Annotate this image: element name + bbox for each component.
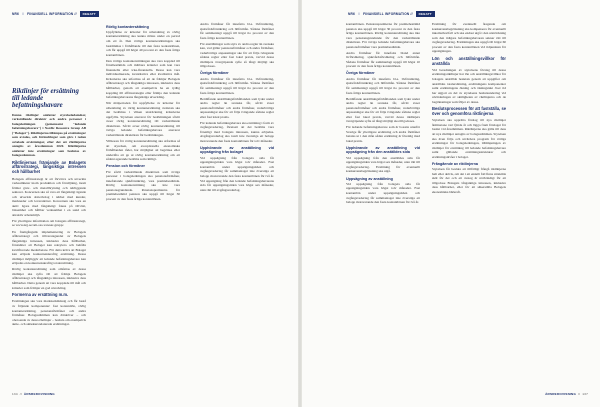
separator: // [21, 12, 25, 16]
article-title: Riktlinjer för ersättning till ledande befattningshavare [12, 88, 79, 110]
section-heading: Uppsägning av anställning [346, 176, 393, 181]
publication-name: ÅRSREDOVISNING [23, 392, 55, 396]
paragraph: Styrelsen ska upprätta förslag till nya riktlinjer åtminstone vart fjärde år och lägga fram förslaget för beslut vid årsstämman. Riktlinjerna ska gälla till dess att nya riktlinjer antagits av bolagsstämman. Styrelsen ska även följa och utvärdera program för rörliga ersättningar för bolagsledningen, tillämpningen av riktlinjer för ersättning till ledande befattningshavare samt gällande ersättningsstrukturer och ersättningsnivåer i bolaget. [432, 118, 506, 159]
section-name: FINANSIELL INFORMATION // [363, 12, 413, 16]
section-heading: Rörlig kontantersättning [106, 24, 149, 29]
page-number: 137 [582, 392, 588, 396]
section-name: FINANSIELL INFORMATION // [27, 12, 77, 16]
publication-name: ÅRSREDOVISNING [545, 392, 577, 396]
left-page [0, 0, 298, 407]
paragraph: Ersättning för eventuellt åtagande om konkurrensbegränsning ska kompensera för eventuellt inkomstbortfall och ska endast utgå i den utsträckning som den tidigare befattningshavaren saknar rätt till avgångsvederlag. Ersättningen ska uppgå till högst 60 procent av den fasta kontantlönen vid tidpunkten för uppsägningen. [432, 22, 506, 54]
section-heading: Övriga förmåner [346, 71, 375, 76]
paragraph: För ledande befattningshavare som är bosatta utanför Sverige får ytterligare ersättning och andra förmåner betalas ut i den mån sådan ersättning är förenlig med lokal praxis. [346, 125, 420, 143]
paragraph: Rörlig kontantersättning som omfattas av dessa riktlinjer ska syfta till att främja Bolagets affärsstrategi och långsiktiga intressen, inklusive dess hållbarhet. Detta genom att vara kopplade till mål och kriterier som främjar en god utveckling. [12, 267, 86, 290]
paragraph: En framgångsrik implementering av Bolagets affärsstrategi och tillvaratagandet av Bolagets långsiktiga intressen, inklusive dess hållbarhet, förutsätter att Bolaget kan rekrytera och behålla kvalificerade medarbetare. För detta krävs att Bolaget kan erbjuda konkurrenskraftig ersättning. Dessa riktlinjer möjliggör att ledande befattningshavare kan erbjudas en konkurrenskraftig totalersättning. [12, 229, 86, 266]
paragraph: Beträffande anställningsförhållanden som lyder under andra regler än svenska får, såvitt avser pensionsförmåner och andra förmåner, vederbörliga anpassningar ske för att följa tvingande sådana regler eller fast lokal praxis, varvid dessa riktlinjers övergripande syfte så långt möjligt ska tillgodoses. [346, 96, 420, 124]
paragraph: Vid uppsägning från bolagets sida får uppsägningstiden vara högst tolv månader. Fast kontantlön under uppsägningstiden och avgångsvederlag får sammantaget inte överstiga ett belopp motsvarande den fasta kontantlönen för två år. [346, 181, 420, 205]
paragraph: Vid uppsägning från den anställdes sida får uppsägningstiden vara högst sex månader, utan rätt till avgångsvederlag. Ersättning för eventuellt konkurrensbegränsning ska utgå. [346, 155, 420, 174]
section-heading: Upphörande av anställning vid uppsägning från bolaget [200, 146, 274, 155]
section-badge: DEBATT [80, 11, 99, 17]
paragraph: Beträffande anställningsförhållanden som lyder under andra regler än svenska får, såvitt avser pensionsförmåner och andra förmåner, vederbörliga anpassningar ske för att följa tvingande sådana regler eller fast lokal praxis. [200, 96, 274, 119]
section-heading: Riktlinjernas främjande av Bolagets affärsstrategi, långsiktiga intressen och hållbarhet [12, 159, 86, 175]
paragraph: Bolagets affärsstrategi är att förvärva och utveckla verksamheter inom produktion och försäljning, inom främst gruv- och metallbrytning och närliggande sektorer. Koncernen ska så vara ett långsiktigt ägande och utveckla dotterbolag i närhet med kunder, marknader och leverantörer. Koncernen ska vara en aktiv ägare med långsiktigt fokus på tillväxt, lönsamhet och hållbar verksamhet i en sund och attraktiv arbetsmiljö. [12, 176, 86, 217]
page-footer [12, 392, 55, 396]
issue-number: NR6 [348, 12, 355, 16]
separator: // [19, 392, 22, 396]
issue-number: NR6 [12, 12, 19, 16]
paragraph: För ytterligare information om bolagets affärsstrategi, se www.nrg.se/om-oss-varesar-grupp/. [12, 218, 86, 228]
separator: // [578, 392, 581, 396]
right-page [302, 0, 600, 407]
paragraph: Andra förmåner får innefatta bl.a. livförsäkring, sjukvårdsförsäkring och bilförmån. Sådana förmåner får sammanlagt uppgå till högst tio procent av den fasta årliga kontantlönen. [346, 76, 420, 95]
paragraph: Styrelsen får besluta att tillfälligt frångå riktlinjerna helt eller delvis, om det i ett enskilt fall finns särskilda skäl för det och ett avsteg är nödvändigt för att tillgodose Bolagets långsiktiga intressen, inklusive dess hållbarhet, eller för att säkerställa Bolagets ekonomiska bärkraft. [432, 167, 506, 194]
paragraph: Vid beredningen av styrelsens förslag till dessa ersättningsriktlinjer har lön och anställningsvillkor för bolagets anställda beaktats genom att uppgifter om anställdas totalersättning, ersättningens komponenter samt ersättningens ökning och ökningstakt över tid har utgjort en del av styrelsens beslutsunderlag vid utvärderingen av skäligheten av riktlinjerna och de begränsningar som följer av dessa. [432, 67, 506, 104]
section-heading: Beslutsprocessen för att fastställa, se över och genomföra riktlinjerna [432, 106, 506, 117]
paragraph: Ersättningen ska vara marknadsmässig och får bestå av följande komponenter: fast kontantlön, rörlig kontantersättning, pensionsförmåner och andra förmåner. Bolagsstämman kan därutöver – och oberoende av dessa riktlinjer – besluta om exempelvis aktie- och aktiekursrelaterade ersättningar. [12, 299, 86, 327]
paragraph: Den rörliga kontantersättningen ska vara kopplad till förutbestämda och mätbara kriterier som kan vara finansiella eller icke-finansiella. Dessa kan vara individualiserade, kvantitativa eller kvalitativa mål. Kriterierna ska utformas så att de främjar Bolagets affärsstrategi och långsiktiga intressen, inklusive dess hållbarhet, genom att exempelvis ha en tydlig koppling till affärsstrategin eller främja den ledande befattningshavarens långsiktiga utveckling. [106, 58, 180, 100]
column-2 [432, 22, 506, 382]
column-1 [346, 22, 420, 382]
paragraph: För anställningar som styrs av andra regler än svenska kan, vad gäller pensionsförmåner och andra förmåner, vederbörliga anpassningar ske för att följa tvingande sådana regler eller fast lokal praxis, varvid dessa riktlinjers övergripande syfte så långt möjligt ska tillgodoses. [200, 41, 274, 69]
page-number: 134 [12, 392, 18, 396]
paragraph: Uppfyllelse av kriterier för utbetalning av rörlig kontantersättning ska kunna mätas under en period om ett år. Den rörliga kontantersättningen ska bestämmas i förhållande till den fasta kontantlönen, och får uppgå till högst 40 procent av den fasta årliga kontantlönen. [106, 29, 180, 57]
paragraph: Villkoren för rörlig kontantersättning ska utformas så att styrelsen, om exceptionella ekonomiska förhållanden råder, har möjlighet att begränsa eller underlåta att ge ut rörlig kontantersättning om ett sådant agerande bedöms som rimligt. [106, 138, 180, 162]
paragraph: Vid uppsägning från bolagets sida får uppsägningstiden vara högst tolv månader. Fast kontantlön under uppsägningstiden och avgångsvederlag får sammantaget inte överstiga ett belopp motsvarande den fasta kontantlönen för två år. Vid uppsägning från den ledande befattningshavarens sida får uppsägningstiden vara högst sex månader, utan rätt till avgångsvederlag. [200, 155, 274, 192]
section-badge: DEBATT [416, 11, 435, 17]
section-heading: Frångående av riktlinjerna [432, 161, 478, 166]
paragraph: Andra förmåner får innefatta bl.a. livförsäkring, sjukvårdsförsäkring och bilförmån. Sådana förmåner får sammanlagt uppgå till högst tio procent av den fasta årliga kontantlönen. [200, 22, 274, 40]
paragraph: För såväl verkställande direktören som övriga personer i bolagsledningen ska pensionsförmåner, innefattande sjukförsäkring, vara premiebestämda. Rörlig kontantersättning ska inte vara pensionsgrundande. Pensionspremierna för premiebestämd pension ska uppgå till högst 30 procent av den fasta årliga kontantlönen. [106, 169, 180, 201]
column-3 [200, 22, 274, 382]
column-2 [106, 22, 180, 382]
running-head [12, 10, 99, 18]
section-heading: Lön och anställningsvillkor för anställda [432, 55, 506, 66]
paragraph: Andra förmåner får innefatta bland annat livförsäkring, sjukvårdsförsäkring och bilförmån. Sådana förmåner får sammanlagt uppgå till högst 10 procent av den fasta årliga kontantlönen. [346, 50, 420, 69]
section-heading: Formerna av ersättning m.m. [12, 292, 69, 298]
section-heading: Övriga förmåner [200, 71, 229, 76]
paragraph: För ledande befattningshavare ska ersättning i form av avgångsvederlag, förutsatt att det bedöms vara förenligt med bolagets intressen, kunna erbjudas. Avgångsvederlag ska totalt inte överstiga ett belopp motsvarande den fasta kontantlönen för tolv månader. [200, 120, 274, 143]
column-1 [12, 22, 86, 382]
section-heading: Upphörande av anställning vid uppsägning från den anställdes sida [346, 146, 420, 155]
running-head [348, 10, 435, 18]
separator: // [357, 12, 361, 16]
intro-paragraph: Denna riktlinjer omfattar styrelseledamöter, verkställande direktör och andra personer i bolagsledningen (gemensamt "ledande befattningshavare") i Nordic Resource Group AB ("Bolaget"). Riktlinjerna tillämpas på ersättningar som avtalas, och förändringar som görs i redan avtalade ersättningar, efter det att riktlinjerna antagits av årsstämman 2020. Riktlinjerna omfattar inte ersättningar som beslutas av bolagsstämman. [12, 112, 86, 158]
section-heading: Pension och förmåner [106, 164, 145, 169]
paragraph: kontantlönen. Pensionspremierna för premiebestämd pension ska uppgå till högst 30 procent av den fasta årliga kontantlönen. Rörlig kontantersättning ska inte vara pensionsgrundande för den verkställande direktören. För övriga ledande befattningshavare ska pensionsförmåner vara premiebestämda. [346, 22, 420, 49]
page-footer [545, 392, 588, 396]
paragraph: Andra förmåner får innefatta bl.a. livförsäkring, sjukvårdsförsäkring och bilförmån. Sådana förmåner får sammanlagt uppgå till högst tio procent av den fasta årliga kontantlönen. [200, 76, 274, 95]
paragraph: När mätperioden för uppfyllelse av kriterier för utbetalning av rörlig kontantersättning avslutats ska det bedömas i vilken utsträckning kriterierna uppfyllts. Styrelsen ansvarar för bedömningen såvitt avser rörlig kontantersättning till verkställande direktören. Såvitt avser rörlig kontantersättning till övriga ledande befattningshavare ansvarar verkställande direktören för bedömningen. [106, 101, 180, 137]
